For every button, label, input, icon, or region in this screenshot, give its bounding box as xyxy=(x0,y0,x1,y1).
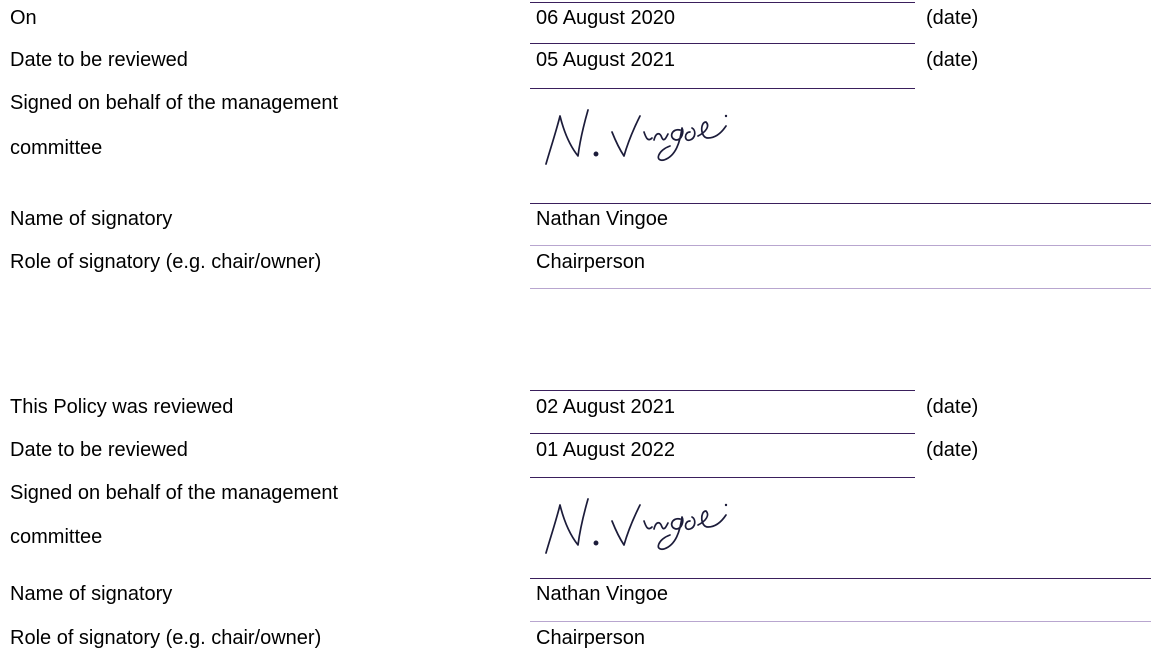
role-value: Chairperson xyxy=(536,251,645,273)
signed-2-label-line1: Signed on behalf of the management xyxy=(10,482,339,504)
name-2-value: Nathan Vingoe xyxy=(536,583,668,605)
reviewed-date-value: 02 August 2021 xyxy=(536,396,676,418)
review-date-value: 05 August 2021 xyxy=(536,49,676,71)
review-date-2-suffix: (date) xyxy=(926,439,979,461)
role-label: Role of signatory (e.g. chair/owner) xyxy=(10,251,322,273)
signed-2-label-line2: committee xyxy=(10,526,103,548)
role-bottom-rule xyxy=(530,288,1151,289)
review-date-2-label: Date to be reviewed xyxy=(10,439,188,461)
on-label: On xyxy=(10,7,37,29)
on-date-top-rule xyxy=(530,2,915,3)
on-date-value: 06 August 2020 xyxy=(536,7,676,29)
signature-image xyxy=(540,102,730,168)
review-date-top-rule xyxy=(530,43,915,44)
signature-image-2 xyxy=(540,491,730,557)
review-date-suffix: (date) xyxy=(926,49,979,71)
name-2-label: Name of signatory xyxy=(10,583,173,605)
signed-label-line1: Signed on behalf of the management xyxy=(10,92,339,114)
on-date-suffix: (date) xyxy=(926,7,979,29)
signature-svg-2 xyxy=(540,491,730,557)
review-date-bottom-rule xyxy=(530,88,915,89)
review-date-2-bottom-rule xyxy=(530,477,915,478)
review-date-2-top-rule xyxy=(530,433,915,434)
review-date-label: Date to be reviewed xyxy=(10,49,188,71)
name-top-rule xyxy=(530,203,1151,204)
role-2-top-rule xyxy=(530,621,1151,622)
reviewed-date-suffix: (date) xyxy=(926,396,979,418)
signature-svg xyxy=(540,102,730,168)
role-2-label: Role of signatory (e.g. chair/owner) xyxy=(10,627,322,649)
reviewed-label: This Policy was reviewed xyxy=(10,396,234,418)
reviewed-date-top-rule xyxy=(530,390,915,391)
name-label: Name of signatory xyxy=(10,208,173,230)
signed-label-line2: committee xyxy=(10,137,103,159)
name-2-top-rule xyxy=(530,578,1151,579)
name-value: Nathan Vingoe xyxy=(536,208,668,230)
review-date-2-value: 01 August 2022 xyxy=(536,439,676,461)
role-2-value: Chairperson xyxy=(536,627,645,649)
role-top-rule xyxy=(530,245,1151,246)
